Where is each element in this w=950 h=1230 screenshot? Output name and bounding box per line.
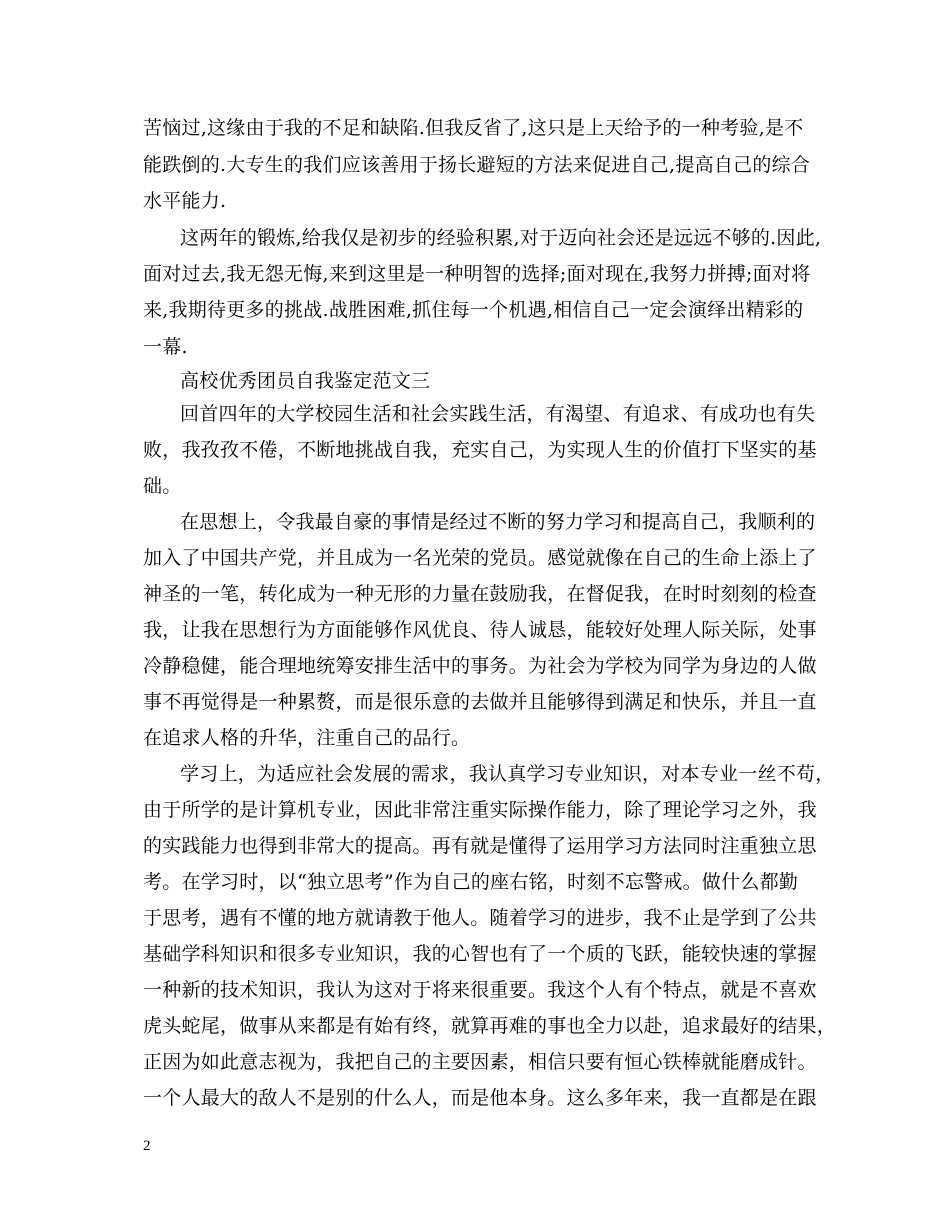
paragraph-line: 虎头蛇尾，做事从来都是有始有终，就算再难的事也全力以赴，追求最好的结果，: [143, 1015, 837, 1037]
paragraph-line: 来,我期待更多的挑战.战胜困难,抓住每一个机遇,相信自己一定会演绎出精彩的: [143, 299, 804, 321]
paragraph-line: 一种新的技术知识，我认为这对于将来很重要。我这个人有个特点，就是不喜欢: [143, 979, 817, 1001]
paragraph-line: 由于所学的是计算机专业，因此非常注重实际操作能力，除了理论学习之外，我: [143, 799, 817, 821]
paragraph-line: 基础学科知识和很多专业知识，我的心智也有了一个质的飞跃，能较快速的掌握: [143, 943, 817, 965]
paragraph-line: 在思想上，令我最自豪的事情是经过不断的努力学习和提高自己，我顺利的: [180, 511, 816, 533]
paragraph-line: 这两年的锻炼,给我仅是初步的经验积累,对于迈向社会还是远远不够的.因此,: [180, 227, 822, 249]
paragraph-line: 神圣的一笔，转化成为一种无形的力量在鼓励我，在督促我，在时时刻刻的检查: [143, 583, 817, 605]
paragraph-line: 冷静稳健，能合理地统筹安排生活中的事务。为社会为学校为同学为身边的人做: [143, 655, 817, 677]
paragraph-line: 事不再觉得是一种累赘，而是很乐意的去做并且能够得到满足和快乐，并且一直: [143, 691, 817, 713]
paragraph-line: 水平能力.: [143, 190, 227, 212]
paragraph-line: 正因为如此意志视为，我把自己的主要因素，相信只要有恒心铁棒就能磨成针。: [143, 1051, 817, 1073]
paragraph-line: 在追求人格的升华，注重自己的品行。: [143, 727, 471, 749]
paragraph-line: 回首四年的大学校园生活和社会实践生活，有渴望、有追求、有成功也有失: [180, 403, 816, 425]
paragraph-line: 败，我孜孜不倦，不断地挑战自我，充实自己，为实现人生的价值打下坚实的基: [143, 439, 817, 461]
paragraph-line: 面对过去,我无怨无悔,来到这里是一种明智的选择;面对现在,我努力拼搏;面对将: [143, 263, 811, 285]
paragraph-line: 础。: [143, 475, 182, 497]
paragraph-line: 苦恼过,这缘由于我的不足和缺陷.但我反省了,这只是上天给予的一种考验,是不: [143, 117, 804, 139]
paragraph-line: 考。在学习时，以“独立思考”作为自己的座右铭，时刻不忘警戒。做什么都勤: [143, 871, 799, 893]
paragraph-line: 能跌倒的.大专生的我们应该善用于扬长避短的方法来促进自己,提高自己的综合: [143, 154, 811, 176]
paragraph-line: 加入了中国共产党，并且成为一名光荣的党员。感觉就像在自己的生命上添上了: [143, 547, 817, 569]
paragraph-line: 一个人最大的敌人不是别的什么人，而是他本身。这么多年来，我一直都是在跟: [143, 1087, 817, 1109]
paragraph-line: 于思考，遇有不懂的地方就请教于他人。随着学习的进步，我不止是学到了公共: [143, 907, 817, 929]
paragraph-line: 的实践能力也得到非常大的提高。再有就是懂得了运用学习方法同时注重独立思: [143, 835, 817, 857]
paragraph-line: 学习上，为适应社会发展的需求，我认真学习专业知识，对本专业一丝不苟，: [180, 763, 835, 785]
section-heading: 高校优秀团员自我鉴定范文三: [180, 370, 431, 392]
page-number: 2: [143, 1138, 151, 1154]
paragraph-line: 我，让我在思想行为方面能够作风优良、待人诚恳，能较好处理人际关际，处事: [143, 619, 817, 641]
paragraph-line: 一幕.: [143, 336, 188, 358]
